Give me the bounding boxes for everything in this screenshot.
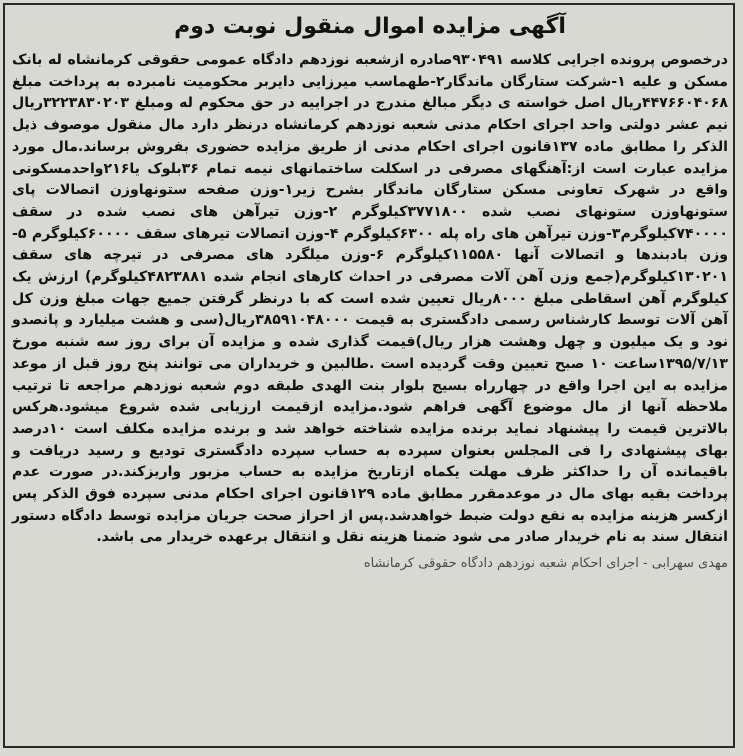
auction-notice (12, 12, 728, 747)
notice-signature: مهدی سهرابی - اجرای احکام شعبه نوزدهم دادگاه حقوقی کرمانشاه (363, 556, 728, 572)
notice-body: درخصوص پرونده اجرایی کلاسه ۹۳۰۴۹۱صادره ازشعبه نوزدهم دادگاه عمومی حقوقی کرمانشاه له بانک مسکن و علیه ۱-شرکت ستارگان ماندگار۲-طهماسب میرزایی دایربر محکومیت نامبرده به پرداخت مبلغ ۴۴۷۶۶۰۴۰۶۸ریال اصل خواسته ی دیگر مبالغ مندرج در اجراییه در حق محکوم له ومبلغ ۳۲۲۳۸۳۰۲۰۳ریال نیم عشر دولتی واحد اجرای احکام مدنی شعبه نوزدهم کرمانشاه درنظر دارد مال منقول موصوف ذیل الذکر را مطابق ماده ۱۳۷قانون اجرای احکام مدنی از طریق مزایده حضوری بفروش برساند.مال مورد مزایده عبارت است از:آهنگهای مصرفی در اسکلت ساختمانهای نیمه تمام ۳۶بلوک یا۲۱۶واحدمسکونی واقع در شهرک تعاونی مسکن ستارگان ماندگار بشرح زیر۱-وزن صفحه ستونهاوزن اتصالات پای ستونهاوزن ستونهای نصب شده ۳۷۷۱۸۰۰کیلوگرم ۲-وزن تیرآهن های نصب شده در سقف ۷۴۰۰۰۰کیلوگرم۳-وزن تیرآهن های راه پله ۶۳۰۰کیلوگرم ۴-وزن اتصالات تیرهای سقف ۶۰۰۰۰کیلوگرم ۵- وزن بادبندها و اتصالات آنها ۱۱۵۵۸۰کیلوگرم ۶-وزن میلگرد های مصرفی در تیرچه های سقف ۱۳۰۲۰۱کیلوگرم(جمع وزن آهن آلات مصرفی در احداث کارهای انجام شده ۴۸۲۳۸۸۱کیلوگرم) ارزش یک کیلوگرم آهن اسقاطی مبلغ ۸۰۰۰ریال تعیین شده است که با درنظر گرفتن جمیع جهات مبلغ وزن کل آهن آلات توسط کارشناس رسمی دادگستری به قیمت ۳۸۵۹۱۰۴۸۰۰۰ریال(سی و هشت میلیارد و پانصدو نود و یک میلیون و چهل وهشت هزار ریال)قیمت گذاری شده و مزایده آن برای روز سه شنبه مورخ ۱۳۹۵/۷/۱۳ساعت ۱۰ صبح تعیین وقت گردیده است .طالبین و خریداران می توانند پنج روز قبل از موعد مزایده به این اجرا واقع در چهارراه بسیج بلوار بنت الهدی طبقه دوم شعبه نوزدهم مراجعه تا ترتیب ملاحظه آنها از مال موضوع آگهی فراهم شود.مزایده ازقیمت ارزیابی شده شروع میشود.هرکس بالاترین قیمت را پیشنهاد نماید برنده مزایده شناخته خواهد شد و برنده مزایده مکلف است ۱۰درصد بهای پیشنهادی را فی المجلس بعنوان سپرده به حساب سپرده دادگستری تودیع و رسید دریافت و باقیمانده آن را حداکثر ظرف مهلت یکماه ازتاریخ مزایده به حساب مزبور واریزکند.در صورت عدم پرداخت بقیه بهای مال در موعدمقرر مطابق ماده ۱۲۹قانون اجرای احکام مدنی سپرده فوق الذکر پس ازکسر هزینه مزایده به نفع دولت ضبط خواهدشد.پس از احراز صحت جریان مزایده توسط دادگاه دستور انتقال سند به نام خریدار صادر می شود ضمنا هزینه نقل و انتقال برعهده خریدار می باشد. (12, 52, 729, 546)
notice-title: آگهی مزایده اموال منقول نوبت دوم (174, 14, 566, 39)
